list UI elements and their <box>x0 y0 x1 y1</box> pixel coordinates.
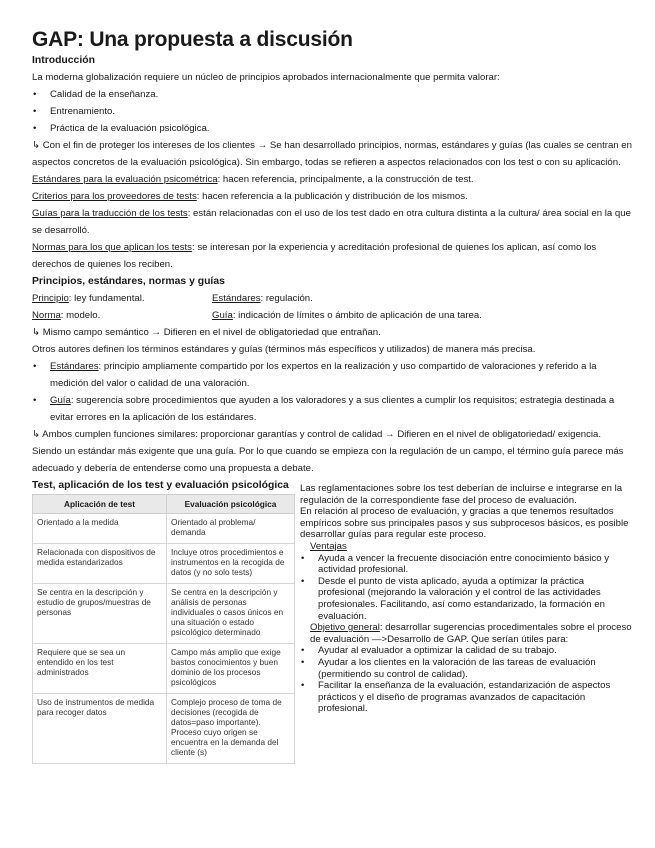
principles-col <box>212 307 482 324</box>
definition-text: : se interesan por la experiencia y acreditación profesional de quienes los aplican, así como los derechos de quienes los reciben. <box>32 242 597 270</box>
table-header: Evaluación psicológica <box>167 495 295 514</box>
definition-row <box>32 188 633 205</box>
definition-term: Estándares para la evaluación psicométrica <box>32 174 218 185</box>
list-item: • Facilitar la enseñanza de la evaluación, estandarización de aspectos prácticos y el diseño de programas avanzados de capacitación profesional. <box>300 680 633 715</box>
definition-text: : modelo. <box>60 310 101 321</box>
list-item: • Ayuda a vencer la frecuente disociación entre conocimiento básico y actividad profesional. <box>300 553 633 576</box>
definition-term: Estándares <box>212 293 261 304</box>
definition-text: : están relacionadas con el uso de los test dado en otra cultura distinta a la cultura/ área social en la que se desarrolló. <box>32 208 631 236</box>
definition-text: : indicación de límites o ámbito de aplicación de una tarea. <box>232 310 482 321</box>
definition-text: : sugerencia sobre procedimientos que ayuden a los valoradores y a sus clientes a cumplir los requisitos; estrategia destinada a evitar errores en la aplicación de los estándares. <box>50 395 615 423</box>
table-row <box>33 644 295 694</box>
list-item: • Entrenamiento. <box>32 103 633 120</box>
test-section <box>32 477 633 764</box>
table-header: Aplicación de test <box>33 495 167 514</box>
right-column <box>300 477 633 764</box>
list-item: • Práctica de la evaluación psicológica. <box>32 120 633 137</box>
list-item <box>32 358 633 392</box>
principles-lead: Otros autores definen los términos estándares y guías (términos más específicos y utilizados) de manera más precisa. <box>32 344 536 355</box>
table-cell: Orientado a la medida <box>33 514 167 544</box>
definition-text: : desarrollar sugerencias procedimentales sobre el proceso de evaluación —>Desarrollo de GAP. Que serían útiles para: <box>310 622 632 645</box>
table-column <box>32 477 295 764</box>
test-heading: Test, aplicación de los test y evaluación psicológica <box>32 480 289 491</box>
table-row <box>33 584 295 644</box>
list-item: • Calidad de la enseñanza. <box>32 86 633 103</box>
intro-lead: La moderna globalización requiere un núcleo de principios aprobados internacionalmente que permita valorar: <box>32 72 500 83</box>
definition-row <box>32 205 633 239</box>
table-cell: Orientado al problema/ demanda <box>167 514 295 544</box>
comparison-table <box>32 494 295 764</box>
principles-heading: Principios, estándares, normas y guías <box>32 276 225 287</box>
definition-text: : hacen referencia a la publicación y distribución de los mismos. <box>196 191 468 202</box>
objective-paragraph <box>300 622 633 645</box>
table-cell: Se centra en la descripción y análisis de personas individuales o casos únicos en una situación o estado psicológico determinado <box>167 584 295 644</box>
list-item: • Ayudar al evaluador a optimizar la calidad de su trabajo. <box>300 645 633 657</box>
definition-text: : ley fundamental. <box>68 293 145 304</box>
principles-col <box>212 290 313 307</box>
intro-heading: Introducción <box>32 55 95 66</box>
intro-note: ↳ Con el fin de proteger los intereses de los clientes → Se han desarrollado principios, normas, estándares y guías (las cuales se centran en aspectos concretos de la evaluación psicológica). Sin embargo, todas se refieren a aspectos relacionados con los test o con su aplicación. <box>32 140 632 168</box>
right-paragraph: En relación al proceso de evaluación, y gracias a que tenemos resultados empíricos sobre sus principales pasos y sus subprocesos básicos, es posible desarrollar guías para regular este proceso. <box>300 506 629 541</box>
table-cell: Complejo proceso de toma de decisiones (recogida de datos=paso importante). Proceso cuyo origen se encuentra en la demanda del cliente (s) <box>167 694 295 764</box>
right-paragraph: Las reglamentaciones sobre los test deberían de incluirse e integrarse en la regulación de la correspondiente fase del proceso de evaluación. <box>300 483 623 506</box>
principles-pair-row <box>32 290 633 307</box>
definition-term: Norma <box>32 310 61 321</box>
definition-term: Principio <box>32 293 69 304</box>
definition-term: Guías para la traducción de los tests <box>32 208 188 219</box>
definition-term: Normas para los que aplican los tests <box>32 242 192 253</box>
table-cell: Relacionada con dispositivos de medida estandarizados <box>33 544 167 584</box>
principles-list <box>32 358 633 426</box>
table-cell: Se centra en la descripción y estudio de grupos/muestras de personas <box>33 584 167 644</box>
definition-row <box>32 239 633 273</box>
principles-note: ↳ Mismo campo semántico → Difieren en el nivel de obligatoriedad que entrañan. <box>32 327 381 338</box>
page-title: GAP: Una propuesta a discusión <box>32 28 353 51</box>
definition-text: : regulación. <box>260 293 313 304</box>
principles-pair-row <box>32 307 633 324</box>
table-header-row <box>33 495 295 514</box>
advantages-heading: Ventajas <box>310 540 347 552</box>
principles-col <box>32 307 212 324</box>
table-cell: Campo más amplio que exige bastos conocimientos y buen dominio de los procesos psicológicos <box>167 644 295 694</box>
intro-list <box>32 86 633 137</box>
list-item <box>32 392 633 426</box>
table-cell: Requiere que se sea un entendido en los test administrados <box>33 644 167 694</box>
principles-note-2: ↳ Ambos cumplen funciones similares: proporcionar garantías y control de calidad → Difieren en el nivel de obligatoriedad/ exigencia. Siendo un estándar más exigente que una guía. Por lo que cuando se empieza con la regulación de un campo, el término guía parece más adecuado y debería de entenderse como una propuesta a debate. <box>32 429 624 474</box>
definition-row <box>32 171 633 188</box>
list-item: • Desde el punto de vista aplicado, ayuda a optimizar la práctica profesional (mejorando la valoración y el control de las actividades profesionales. Facilitando, así como estandarizado, la formación en evaluación. <box>300 576 633 622</box>
table-cell: Incluye otros procedimientos e instrumentos en la recogida de datos (y no solo tests) <box>167 544 295 584</box>
advantages-list <box>300 553 633 623</box>
table-cell: Uso de instrumentos de medida para recoger datos <box>33 694 167 764</box>
definition-term: Estándares <box>50 361 99 372</box>
list-item: • Ayudar a los clientes en la valoración de las tareas de evaluación (permitiendo su control de calidad). <box>300 657 633 680</box>
principles-col <box>32 290 212 307</box>
table-row <box>33 544 295 584</box>
definition-term: Guía <box>50 395 71 406</box>
definition-term: Guía <box>212 310 233 321</box>
definition-text: : hacen referencia, principalmente, a la construcción de test. <box>217 174 474 185</box>
objectives-list <box>300 645 633 715</box>
table-row <box>33 514 295 544</box>
definition-term: Criterios para los proveedores de tests <box>32 191 197 202</box>
definition-term: Objetivo general <box>310 622 380 634</box>
definition-text: : principio ampliamente compartido por los expertos en la realización y uso compartido de valoraciones y referido a la medición del valor o calidad de una valoración. <box>50 361 597 389</box>
table-row <box>33 694 295 764</box>
